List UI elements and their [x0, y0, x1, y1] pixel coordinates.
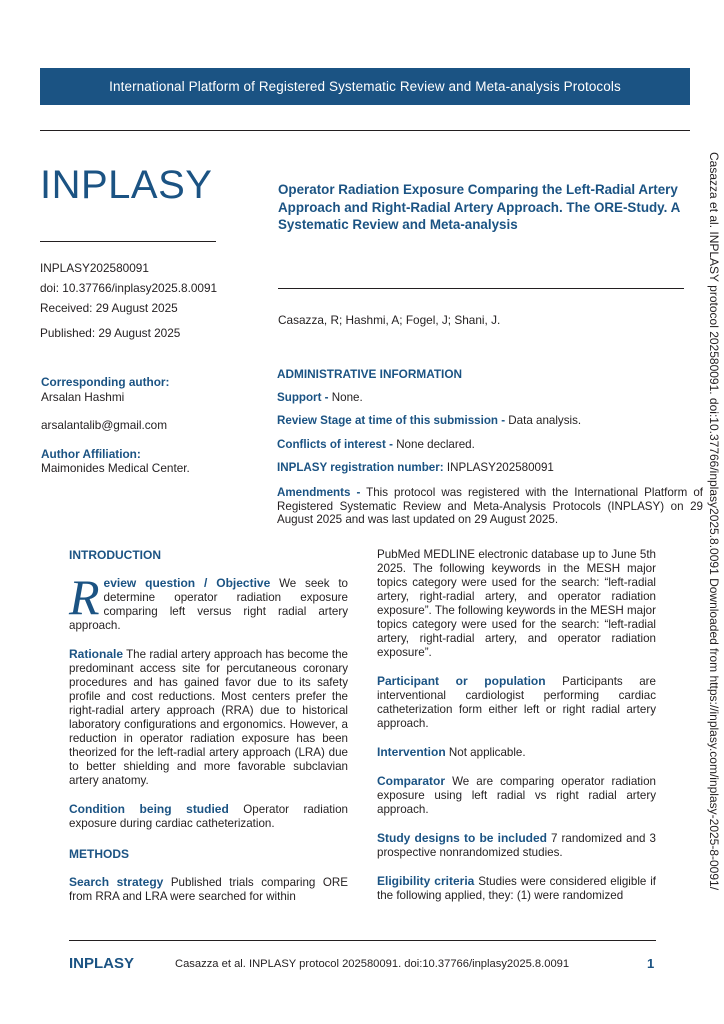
rationale-para — [69, 647, 348, 788]
published-date: Published: 29 August 2025 — [40, 326, 181, 340]
admin-registration — [277, 461, 703, 475]
eligibility-text: Studies were considered eligible if the following applied, they: (1) were randomized — [377, 875, 656, 902]
amendments-label: Amendments - — [277, 486, 361, 499]
conflicts-label: Conflicts of interest - — [277, 438, 393, 451]
support-label: Support - — [277, 391, 329, 404]
admin-amendments — [277, 486, 703, 527]
comparator-label: Comparator — [377, 774, 446, 788]
search-strategy-text: Published trials comparing ORE from RRA and LRA were searched for within — [69, 876, 348, 903]
introduction-heading: INTRODUCTION — [69, 548, 161, 562]
footer-citation: Casazza et al. INPLASY protocol 202580091. doi:10.37766/inplasy2025.8.0091 — [175, 958, 570, 970]
search-continued-para: PubMed MEDLINE electronic database up to June 5th 2025. The following keywords in the MESH major topics category were used for the search: “left-radial artery, right-radial artery, and operator radiation exposure”. The following keywords in the MESH major topics category were used for the search: “left-radial artery, right-radial artery, and operator radiation exposure”. — [377, 548, 656, 659]
condition-para — [69, 802, 348, 831]
registration-value: INPLASY202580091 — [446, 461, 554, 474]
amendments-value: This protocol was registered with the International Platform of Registered Systematic Review and Meta-Analysis Protocols (INPLASY) on 29 August 2025 and was last updated on 29 August 2025. — [277, 486, 703, 526]
doi-text[interactable]: doi: 10.37766/inplasy2025.8.0091 — [40, 281, 218, 295]
intervention-text: Not applicable. — [448, 746, 526, 759]
vertical-citation — [706, 152, 724, 912]
study-designs-text: 7 randomized and 3 prospective nonrandomized studies. — [377, 832, 656, 859]
stage-label: Review Stage at time of this submission - — [277, 414, 506, 427]
right-column — [377, 548, 656, 903]
admin-support — [277, 391, 703, 405]
comparator-text: We are comparing operator radiation exposure using left radial vs right radial artery approach. — [377, 775, 656, 816]
registration-label: INPLASY registration number: — [277, 461, 444, 474]
participant-label: Participant or population — [377, 674, 546, 688]
affiliation-value: Maimonides Medical Center. — [41, 461, 190, 475]
study-designs-label: Study designs to be included — [377, 831, 547, 845]
footer-rule — [69, 940, 656, 941]
footer-logo: INPLASY — [69, 955, 135, 972]
intervention-label: Intervention — [377, 745, 446, 759]
vertical-citation-text[interactable]: Casazza et al. INPLASY protocol 202580091. doi:10.37766/inplasy2025.8.0091 Downloaded from https://inplasy.com/inplasy-2025-8-0091/ — [707, 152, 721, 891]
intervention-para — [377, 745, 656, 760]
stage-value: Data analysis. — [508, 414, 582, 427]
corresponding-author-email[interactable]: arsalantalib@gmail.com — [41, 418, 168, 432]
support-value: None. — [331, 391, 363, 404]
corresponding-author-label: Corresponding author: — [41, 375, 170, 389]
drop-cap: R — [69, 569, 100, 625]
affiliation-label: Author Affiliation: — [41, 447, 141, 461]
admin-conflicts — [277, 438, 703, 452]
condition-label: Condition being studied — [69, 802, 229, 816]
methods-heading: METHODS — [69, 847, 129, 861]
page-number: 1 — [647, 956, 655, 971]
left-column — [69, 548, 348, 904]
title-rule — [278, 288, 684, 289]
inplasy-logo: INPLASY — [40, 163, 213, 207]
participant-para — [377, 674, 656, 731]
review-question-label: eview question / Objective — [103, 576, 271, 590]
study-designs-para — [377, 831, 656, 860]
eligibility-para — [377, 874, 656, 903]
corresponding-author-name: Arsalan Hashmi — [41, 390, 125, 404]
search-strategy-label: Search strategy — [69, 875, 164, 889]
comparator-para — [377, 774, 656, 817]
paper-title: Operator Radiation Exposure Comparing the Left-Radial Artery Approach and Right-Radial Artery Approach. The ORE-Study. A Systematic Review and Meta-analysis — [278, 182, 680, 232]
admin-stage — [277, 414, 703, 428]
registration-id: INPLASY202580091 — [40, 261, 149, 275]
eligibility-label: Eligibility criteria — [377, 874, 475, 888]
header-banner: International Platform of Registered Systematic Review and Meta-analysis Protocols — [40, 68, 690, 105]
conflicts-value: None declared. — [396, 438, 475, 451]
participant-text: Participants are interventional cardiologist performing cardiac catheterization form either left or right radial artery approach. — [377, 675, 656, 730]
received-date: Received: 29 August 2025 — [40, 301, 178, 315]
authors-line: Casazza, R; Hashmi, A; Fogel, J; Shani, J. — [278, 313, 501, 327]
condition-text: Operator radiation exposure during cardiac catheterization. — [69, 803, 348, 830]
search-strategy-para — [69, 875, 348, 904]
admin-heading: ADMINISTRATIVE INFORMATION — [277, 367, 463, 381]
logo-rule — [40, 241, 216, 242]
top-rule — [40, 130, 690, 131]
review-question-text: We seek to determine operator radiation exposure comparing left versus right radial artery approach. — [69, 577, 348, 632]
rationale-label: Rationale — [69, 647, 124, 661]
review-question-para — [69, 569, 348, 633]
rationale-text: The radial artery approach has become the predominant access site for percutaneous coronary procedures and has gained favor due to its safety profile and cost reductions. Most centers prefer the right-radial artery approach (RRA) due to historical laboratory configurations and ergonomics. However, a reduction in operator radiation exposure has been theorized for the left-radial artery approach (LRA) due to better shielding and more favorable subclavian artery anatomy. — [69, 648, 349, 787]
